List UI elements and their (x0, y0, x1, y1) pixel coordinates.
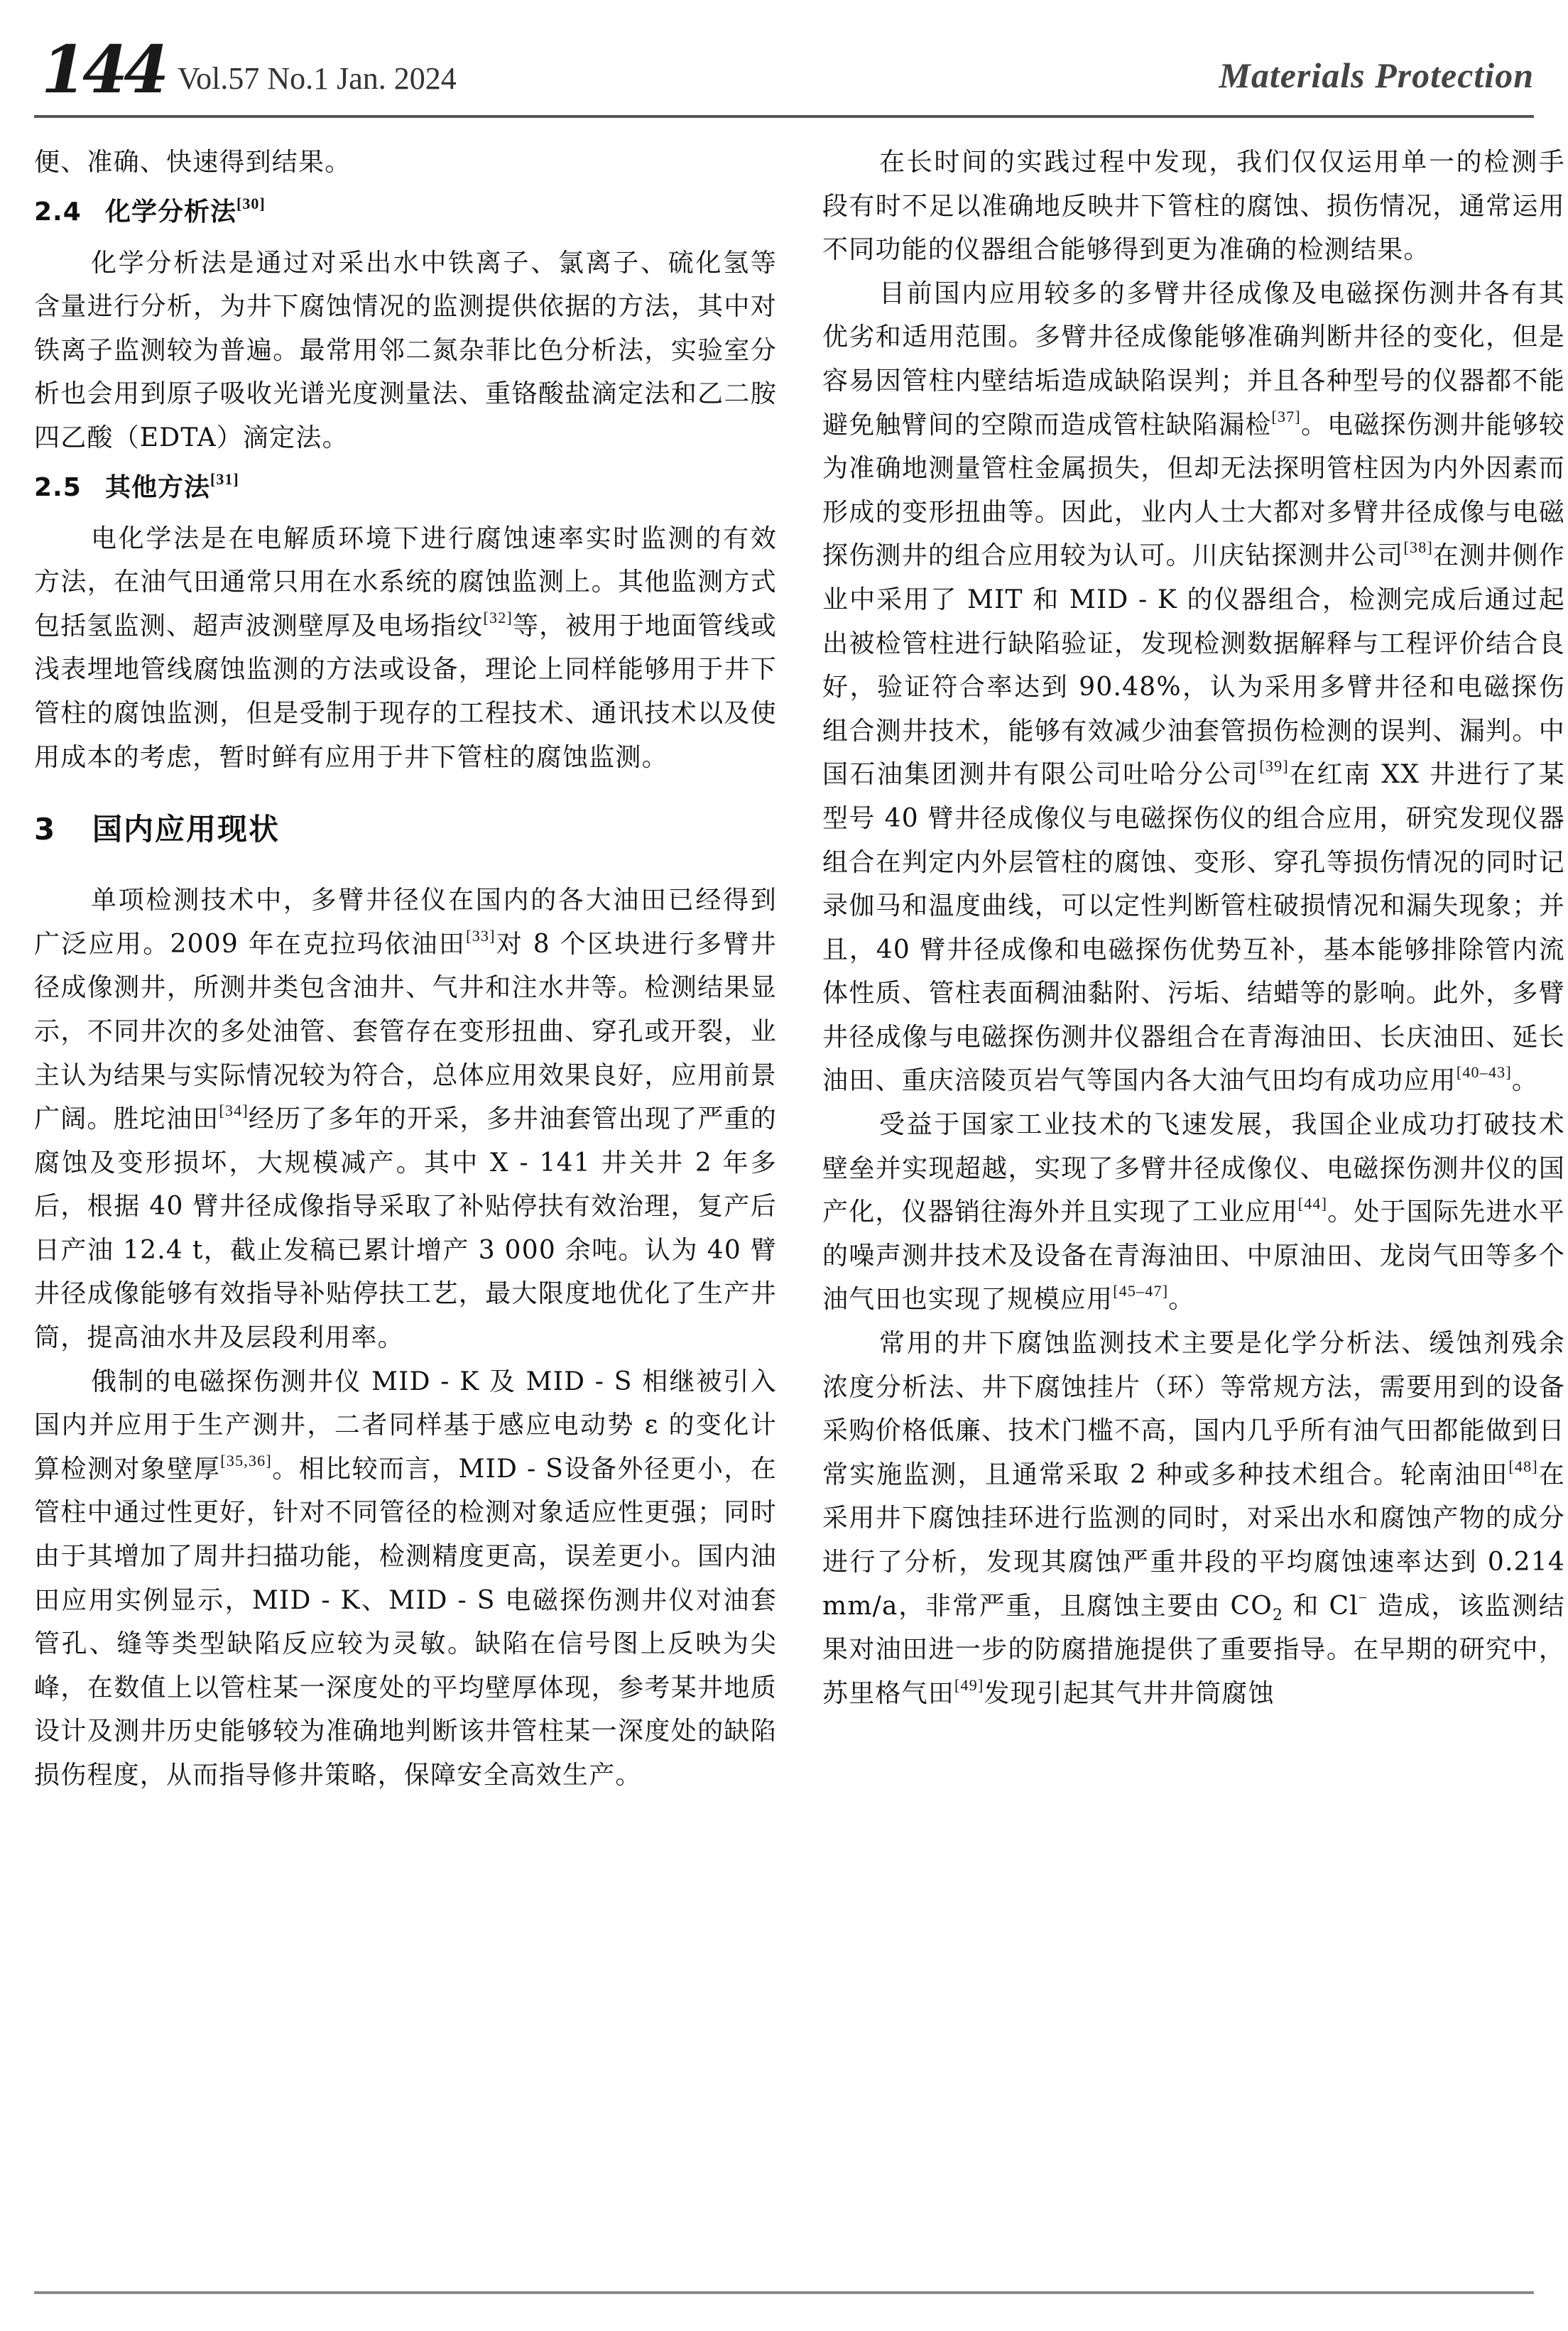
paragraph: 便、准确、快速得到结果。 (34, 148, 352, 177)
paragraph (822, 272, 1565, 1103)
paragraph (34, 879, 777, 1360)
header-rule (34, 115, 1534, 118)
subscript: 2 (1272, 1606, 1284, 1624)
page-header (34, 31, 1534, 108)
citation: [33] (466, 926, 496, 945)
text-run: 单项检测技术中，多臂井径仪在国内的各大油田已经得到广泛应用。2009 年在克拉玛依油田 (34, 886, 777, 959)
citation: [38] (1403, 538, 1433, 557)
text-run: 对 8 个区块进行多臂井径成像测井，所测井类包含油井、气井和注水井等。检测结果显示，不同井次的多处油管、套管存在变形扭曲、穿孔或开裂，业主认为结果与实际情况较为符合，总体应用效果良好，应用前景广阔。胜坨油田 (34, 929, 777, 1134)
citation: [45–47] (1113, 1282, 1169, 1300)
paragraph (34, 517, 777, 780)
text-run: 。 (1511, 1066, 1539, 1096)
text-run: 常用的井下腐蚀监测技术主要是化学分析法、缓蚀剂残余浓度分析法、井下腐蚀挂片（环）等常规方法，需要用到的设备采购价格低廉、技术门槛不高，国内几乎所有油气田都能做到日常实施监测，且通常采取 2 种或多种技术组合。轮南油田 (822, 1329, 1565, 1489)
text-run: 在测井侧作业中采用了 MIT 和 MID - K 的仪器组合，检测完成后通过起出被检管柱进行缺陷验证，发现检测数据解释与工程评价结合良好，验证符合率达到 90.48%，认为采用多臂井径和电磁探伤组合测井技术，能够有效减少油套管损伤检测的误判、漏判。中国石油集团测井有限公司吐哈分公司 (822, 541, 1565, 790)
citation: [39] (1259, 757, 1289, 776)
paragraph (34, 1360, 777, 1798)
section-title: 化学分析法 (105, 197, 237, 227)
section-title: 其他方法 (105, 472, 211, 502)
citation: [30] (236, 194, 266, 212)
text-run: 电化学法是在电解质环境下进行腐蚀速率实时监测的有效方法，在油气田通常只用在水系统的腐蚀监测上。其他监测方式包括氢监测、超声波测壁厚及电场指纹 (34, 523, 777, 641)
text-run: 。相比较而言，MID - S设备外径更小，在管柱中通过性更好，针对不同管径的检测对象适应性更强；同时由于其增加了周井扫描功能，检测精度更高，误差更小。国内油田应用实例显示，MID - K、MID - S 电磁探伤测井仪对油套管孔、缝等类型缺陷反应较为灵敏。缺陷在信号图上反映为尖峰，在数值上以管柱某一深度处的平均壁厚体现，参考某井地质设计及测井历史能够较为准确地判断该井管柱某一深度处的缺陷损伤程度，从而指导修井策略，保障安全高效生产。 (34, 1454, 777, 1790)
citation: [31] (210, 469, 239, 488)
text-run: 等，被用于地面管线或浅表埋地管线腐蚀监测的方法或设备，理论上同样能够用于井下管柱的腐蚀监测，但是受制于现存的工程技术、通讯技术以及使用成本的考虑，暂时鲜有应用于井下管柱的腐蚀监测。 (34, 611, 777, 772)
text-run: 发现引起其气井井筒腐蚀 (984, 1678, 1275, 1708)
paragraph: 在长时间的实践过程中发现，我们仅仅运用单一的检测手段有时不足以准确地反映井下管柱的腐蚀、损伤情况，通常运用不同功能的仪器组合能够得到更为准确的检测结果。 (822, 148, 1565, 265)
section-title: 国内应用现状 (92, 812, 281, 847)
paragraph (822, 1322, 1565, 1715)
section-heading-3 (34, 805, 777, 854)
citation: [34] (219, 1102, 249, 1120)
text-run: 目前国内应用较多的多臂井径成像及电磁探伤测井各有其优劣和适用范围。多臂井径成像能够准确判断井径的变化，但是容易因管柱内壁结垢造成缺陷误判；并且各种型号的仪器都不能避免触臂间的空隙而造成管柱缺陷漏检 (822, 278, 1565, 440)
citation: [37] (1271, 407, 1301, 425)
superscript: − (1358, 1588, 1368, 1607)
text-run: 在红南 XX 井进行了某型号 40 臂井径成像仪与电磁探伤仪的组合应用，研究发现仪器组合在判定内外层管柱的腐蚀、变形、穿孔等损伤情况的同时记录伽马和温度曲线，可以定性判断管柱破损情况和漏失现象；并且，40 臂井径成像和电磁探伤优势互补，基本能够排除管内流体性质、管柱表面稠油黏附、污垢、结蜡等的影响。此外，多臂井径成像与电磁探伤测井仪器组合在青海油田、长庆油田、延长油田、重庆涪陵页岩气等国内各大油气田均有成功应用 (822, 760, 1566, 1096)
citation: [40–43] (1456, 1063, 1512, 1082)
issue-info: Vol.57 No.1 Jan. 2024 (178, 61, 457, 96)
text-run: 。处于国际先进水平的噪声测井技术及设备在青海油田、中原油田、龙岗气田等多个油气田也实现了规模应用 (822, 1197, 1565, 1315)
citation: [35,36] (220, 1451, 272, 1469)
citation: [49] (954, 1675, 984, 1694)
right-column (822, 141, 1565, 1715)
section-number: 2.4 (34, 197, 82, 227)
footer-rule (34, 2291, 1534, 2294)
paragraph: 化学分析法是通过对采出水中铁离子、氯离子、硫化氢等含量进行分析，为井下腐蚀情况的监测提供依据的方法，其中对铁离子监测较为普遍。最常用邻二氮杂菲比色分析法，实验室分析也会用到原子吸收光谱光度测量法、重铬酸盐滴定法和乙二胺四乙酸（EDTA）滴定法。 (34, 248, 777, 452)
citation: [44] (1297, 1195, 1328, 1213)
text-run: 造成，该监测结果对油田进一步的防腐措施提供了重要指导。在早期的研究中，苏里格气田 (822, 1591, 1566, 1708)
citation: [48] (1508, 1457, 1538, 1475)
text-run: 。 (1168, 1285, 1195, 1315)
text-run: 。电磁探伤测井能够较为准确地测量管柱金属损失，但却无法探明管柱因为内外因素而形成的变形扭曲等。因此，业内人士大都对多臂井径成像与电磁探伤测井的组合应用较为认可。川庆钻探测井公司 (822, 410, 1565, 571)
citation: [32] (483, 608, 513, 626)
paragraph (822, 1103, 1565, 1322)
journal-title: Materials Protection (1219, 55, 1534, 95)
text-run: 经历了多年的开采，多井油套管出现了严重的腐蚀及变形损坏，大规模减产。其中 X - 141 井关井 2 年多后，根据 40 臂井径成像指导采取了补贴停扶有效治理，复产后日产油 12.4 t，截止发稿已累计增产 3 000 余吨。认为 40 臂井径成像能够有效指导补贴停扶工艺，最大限度地优化了生产井筒，提高油水井及层段利用率。 (34, 1104, 777, 1353)
section-heading-2-4 (34, 190, 777, 234)
section-number: 2.5 (34, 472, 82, 502)
left-column (34, 141, 777, 1798)
text-run: 在采用井下腐蚀挂环进行监测的同时，对采出水和腐蚀产物的成分进行了分析，发现其腐蚀严重井段的平均腐蚀速率达到 0.214 mm/a，非常严重，且腐蚀主要由 CO (822, 1460, 1565, 1621)
text-run: 俄制的电磁探伤测井仪 MID - K 及 MID - S 相继被引入国内并应用于生产测井，二者同样基于感应电动势 ε 的变化计算检测对象壁厚 (34, 1366, 777, 1484)
section-heading-2-5 (34, 466, 777, 510)
text-run: 受益于国家工业技术的飞速发展，我国企业成功打破技术壁垒并实现超越，实现了多臂井径成像仪、电磁探伤测井仪的国产化，仪器销往海外并且实现了工业应用 (822, 1110, 1565, 1227)
page-number: 144 (41, 31, 165, 108)
text-run: 和 Cl (1283, 1591, 1359, 1621)
section-number: 3 (34, 812, 57, 847)
